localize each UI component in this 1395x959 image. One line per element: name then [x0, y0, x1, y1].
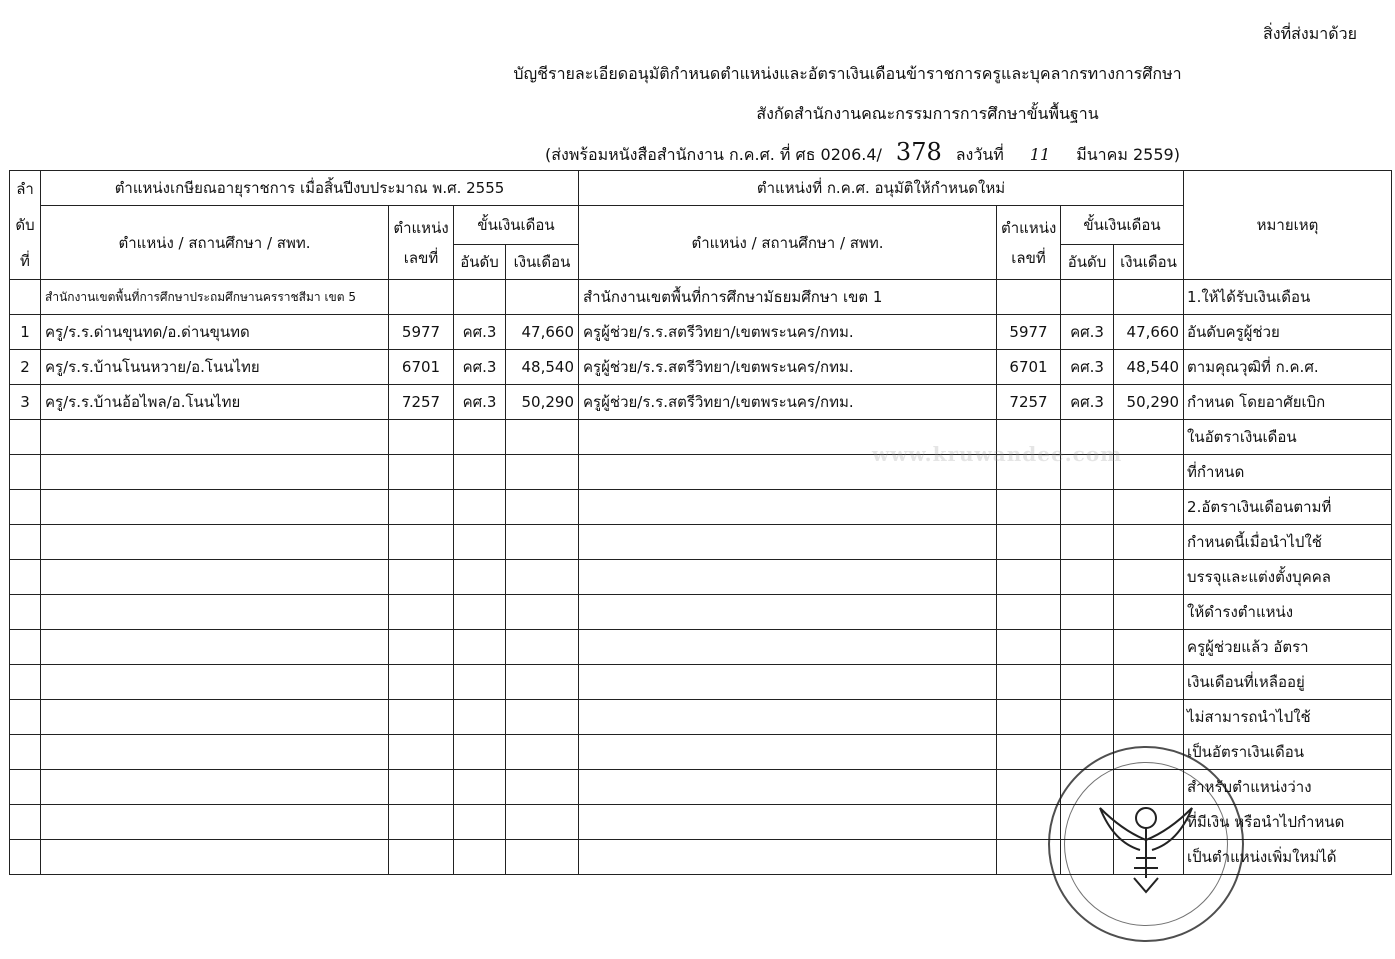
empty-cell [10, 560, 41, 595]
old-salary: 48,540 [506, 350, 579, 385]
empty-cell [579, 560, 997, 595]
new-position-header: ตำแหน่ง / สถานศึกษา / สพท. [579, 206, 997, 280]
empty-cell [1061, 525, 1114, 560]
row-seq: 2 [10, 350, 41, 385]
remark-line: ครูผู้ช่วยแล้ว อัตรา [1184, 630, 1392, 665]
remark-line: สำหรับตำแหน่งว่าง [1184, 770, 1392, 805]
empty-cell [1114, 525, 1184, 560]
empty-cell [1114, 560, 1184, 595]
new-position-number: 7257 [997, 385, 1061, 420]
empty-cell [10, 665, 41, 700]
remark-line: ที่มีเงิน หรือนำไปกำหนด [1184, 805, 1392, 840]
empty-cell [1114, 665, 1184, 700]
seq-header-1: ลำ [16, 180, 34, 198]
old-position: ครู/ร.ร.บ้านโนนหวาย/อ.โนนไทย [41, 350, 389, 385]
empty-cell [1114, 630, 1184, 665]
empty-cell [506, 595, 579, 630]
empty-cell [1061, 595, 1114, 630]
empty-cell [506, 525, 579, 560]
empty-cell [997, 595, 1061, 630]
old-salary: 47,660 [506, 315, 579, 350]
empty-cell [997, 770, 1061, 805]
empty-cell [41, 490, 389, 525]
empty-cell [1114, 420, 1184, 455]
watermark: www.kruwandee.com [872, 442, 1123, 466]
remark-line: 1.ให้ได้รับเงินเดือน [1184, 280, 1392, 315]
empty-cell [506, 665, 579, 700]
empty-cell [454, 735, 506, 770]
table-row [10, 455, 1392, 490]
new-salary-header: ขั้นเงินเดือน [1061, 206, 1184, 245]
empty-cell [454, 490, 506, 525]
empty-cell [454, 630, 506, 665]
remark-line: เป็นอัตราเงินเดือน [1184, 735, 1392, 770]
empty-cell [579, 630, 997, 665]
empty-cell [579, 595, 997, 630]
empty-cell [454, 560, 506, 595]
remark-line: ให้ดำรงตำแหน่ง [1184, 595, 1392, 630]
empty-cell [10, 630, 41, 665]
table-row [10, 665, 1392, 700]
empty-cell [454, 595, 506, 630]
table-row [10, 595, 1392, 630]
old-position-header: ตำแหน่ง / สถานศึกษา / สพท. [41, 206, 389, 280]
old-posno-header-2: เลขที่ [403, 248, 439, 267]
old-rank: คศ.3 [454, 350, 506, 385]
empty-cell [454, 525, 506, 560]
handwritten-doc-number: 378 [895, 138, 942, 166]
empty-cell [997, 665, 1061, 700]
empty-cell [1114, 280, 1184, 315]
empty-cell [579, 840, 997, 875]
remark-line: ตามคุณวุฒิที่ ก.ค.ศ. [1184, 350, 1392, 385]
empty-cell [41, 630, 389, 665]
new-position-number: 5977 [997, 315, 1061, 350]
empty-cell [454, 665, 506, 700]
empty-cell [41, 420, 389, 455]
old-position-group-header: ตำแหน่งเกษียณอายุราชการ เมื่อสิ้นปีงบประมาณ พ.ศ. 2555 [41, 171, 579, 206]
old-position-number: 6701 [389, 350, 454, 385]
empty-cell [10, 525, 41, 560]
title-line-1: บัญชีรายละเอียดอนุมัติกำหนดตำแหน่งและอัตราเงินเดือนข้าราชการครูและบุคลากรทางการศึกษา [513, 64, 1182, 83]
remark-line: อันดับครูผู้ช่วย [1184, 315, 1392, 350]
empty-cell [997, 560, 1061, 595]
old-rank: คศ.3 [454, 385, 506, 420]
empty-cell [454, 770, 506, 805]
empty-cell [389, 420, 454, 455]
garuda-emblem-icon [1090, 788, 1202, 900]
table-row [10, 700, 1392, 735]
old-position: ครู/ร.ร.ด่านขุนทด/อ.ด่านขุนทด [41, 315, 389, 350]
old-posno-header [389, 206, 454, 280]
empty-cell [41, 595, 389, 630]
new-rank: คศ.3 [1061, 350, 1114, 385]
enclosure-label: สิ่งที่ส่งมาด้วย [1263, 24, 1357, 43]
remark-line: กำหนดนี้เมื่อนำไปใช้ [1184, 525, 1392, 560]
empty-cell [10, 700, 41, 735]
new-position: ครูผู้ช่วย/ร.ร.สตรีวิทยา/เขตพระนคร/กทม. [579, 385, 997, 420]
old-office: สำนักงานเขตพื้นที่การศึกษาประถมศึกษานครราชสีมา เขต 5 [41, 280, 389, 315]
empty-cell [10, 770, 41, 805]
new-office: สำนักงานเขตพื้นที่การศึกษามัธยมศึกษา เขต 1 [579, 280, 997, 315]
table-row [10, 350, 1392, 385]
empty-cell [389, 630, 454, 665]
empty-cell [997, 700, 1061, 735]
old-position-number: 7257 [389, 385, 454, 420]
empty-cell [41, 840, 389, 875]
remark-line: ไม่สามารถนำไปใช้ [1184, 700, 1392, 735]
empty-cell [389, 490, 454, 525]
new-posno-header-1: ตำแหน่ง [1001, 218, 1057, 237]
new-position: ครูผู้ช่วย/ร.ร.สตรีวิทยา/เขตพระนคร/กทม. [579, 350, 997, 385]
empty-cell [579, 490, 997, 525]
new-rank: คศ.3 [1061, 315, 1114, 350]
empty-cell [506, 770, 579, 805]
remark-line: กำหนด โดยอาศัยเบิก [1184, 385, 1392, 420]
seq-header-3: ที่ [20, 252, 30, 270]
empty-cell [389, 700, 454, 735]
remark-line: เป็นตำแหน่งเพิ่มใหม่ได้ [1184, 840, 1392, 875]
old-salary-header: ขั้นเงินเดือน [454, 206, 579, 245]
empty-cell [454, 420, 506, 455]
empty-cell [10, 595, 41, 630]
empty-cell [579, 805, 997, 840]
old-rank: คศ.3 [454, 315, 506, 350]
empty-cell [41, 560, 389, 595]
empty-cell [41, 770, 389, 805]
table-row [10, 420, 1392, 455]
empty-cell [579, 735, 997, 770]
old-salary: 50,290 [506, 385, 579, 420]
empty-cell [1061, 490, 1114, 525]
empty-cell [579, 700, 997, 735]
new-amount-header: เงินเดือน [1114, 245, 1184, 280]
handwritten-day: 11 [1029, 145, 1051, 164]
old-position-number: 5977 [389, 315, 454, 350]
remark-line: 2.อัตราเงินเดือนตามที่ [1184, 490, 1392, 525]
empty-cell [389, 805, 454, 840]
table-row [10, 315, 1392, 350]
table-row [10, 525, 1392, 560]
empty-cell [41, 665, 389, 700]
empty-cell [506, 490, 579, 525]
title-line-2: สังกัดสำนักงานคณะกรรมการการศึกษาขั้นพื้นฐาน [756, 104, 1099, 123]
empty-cell [389, 770, 454, 805]
new-position-number: 6701 [997, 350, 1061, 385]
empty-cell [454, 840, 506, 875]
empty-cell [389, 595, 454, 630]
new-salary: 47,660 [1114, 315, 1184, 350]
new-salary: 48,540 [1114, 350, 1184, 385]
empty-cell [1114, 595, 1184, 630]
remark-line: ในอัตราเงินเดือน [1184, 420, 1392, 455]
empty-cell [454, 280, 506, 315]
empty-cell [389, 840, 454, 875]
empty-cell [997, 630, 1061, 665]
empty-cell [41, 805, 389, 840]
empty-cell [997, 735, 1061, 770]
new-rank-header: อันดับ [1061, 245, 1114, 280]
new-posno-header-2: เลขที่ [1011, 248, 1046, 267]
empty-cell [41, 700, 389, 735]
old-posno-header-1: ตำแหน่ง [393, 218, 449, 237]
empty-cell [1114, 700, 1184, 735]
empty-cell [454, 700, 506, 735]
empty-cell [506, 420, 579, 455]
empty-cell [997, 490, 1061, 525]
empty-cell [10, 455, 41, 490]
empty-cell [506, 840, 579, 875]
new-position-group-header: ตำแหน่งที่ ก.ค.ศ. อนุมัติให้กำหนดใหม่ [579, 171, 1184, 206]
empty-cell [10, 735, 41, 770]
empty-cell [506, 735, 579, 770]
new-rank: คศ.3 [1061, 385, 1114, 420]
empty-cell [10, 805, 41, 840]
empty-cell [1114, 455, 1184, 490]
empty-cell [454, 455, 506, 490]
seq-header [10, 171, 41, 280]
empty-cell [10, 420, 41, 455]
empty-cell [10, 840, 41, 875]
old-position: ครู/ร.ร.บ้านอ้อไพล/อ.โนนไทย [41, 385, 389, 420]
table-row [10, 560, 1392, 595]
empty-cell [1061, 280, 1114, 315]
empty-cell [579, 525, 997, 560]
table-row [10, 385, 1392, 420]
empty-cell [389, 280, 454, 315]
empty-cell [506, 805, 579, 840]
table-row [10, 490, 1392, 525]
empty-cell [1061, 630, 1114, 665]
empty-cell [1061, 700, 1114, 735]
official-seal [1048, 746, 1244, 942]
empty-cell [506, 280, 579, 315]
empty-cell [506, 630, 579, 665]
empty-cell [389, 735, 454, 770]
empty-cell [389, 455, 454, 490]
title-line-3-suffix: มีนาคม 2559) [1076, 145, 1180, 164]
empty-cell [1061, 560, 1114, 595]
empty-cell [506, 560, 579, 595]
title-line-3-prefix: (ส่งพร้อมหนังสือสำนักงาน ก.ค.ศ. ที่ ศธ 0206.4/ [545, 145, 882, 164]
empty-cell [41, 735, 389, 770]
empty-cell [389, 525, 454, 560]
seq-header-2: ดับ [15, 216, 35, 234]
empty-cell [1114, 490, 1184, 525]
old-rank-header: อันดับ [454, 245, 506, 280]
table-row [10, 630, 1392, 665]
remark-line: บรรจุและแต่งตั้งบุคคล [1184, 560, 1392, 595]
empty-cell [506, 700, 579, 735]
empty-cell [997, 280, 1061, 315]
empty-cell [1061, 665, 1114, 700]
office-row-seq [10, 280, 41, 315]
empty-cell [41, 455, 389, 490]
date-label: ลงวันที่ [955, 145, 1004, 164]
remark-line: ที่กำหนด [1184, 455, 1392, 490]
empty-cell [454, 805, 506, 840]
remark-header: หมายเหตุ [1184, 171, 1392, 280]
empty-cell [579, 665, 997, 700]
title-line-3 [0, 138, 1395, 168]
row-seq: 1 [10, 315, 41, 350]
empty-cell [10, 490, 41, 525]
new-position: ครูผู้ช่วย/ร.ร.สตรีวิทยา/เขตพระนคร/กทม. [579, 315, 997, 350]
new-posno-header [997, 206, 1061, 280]
row-seq: 3 [10, 385, 41, 420]
empty-cell [997, 525, 1061, 560]
empty-cell [579, 770, 997, 805]
remark-line: เงินเดือนที่เหลืออยู่ [1184, 665, 1392, 700]
old-amount-header: เงินเดือน [506, 245, 579, 280]
new-salary: 50,290 [1114, 385, 1184, 420]
empty-cell [389, 665, 454, 700]
empty-cell [389, 560, 454, 595]
empty-cell [506, 455, 579, 490]
empty-cell [41, 525, 389, 560]
